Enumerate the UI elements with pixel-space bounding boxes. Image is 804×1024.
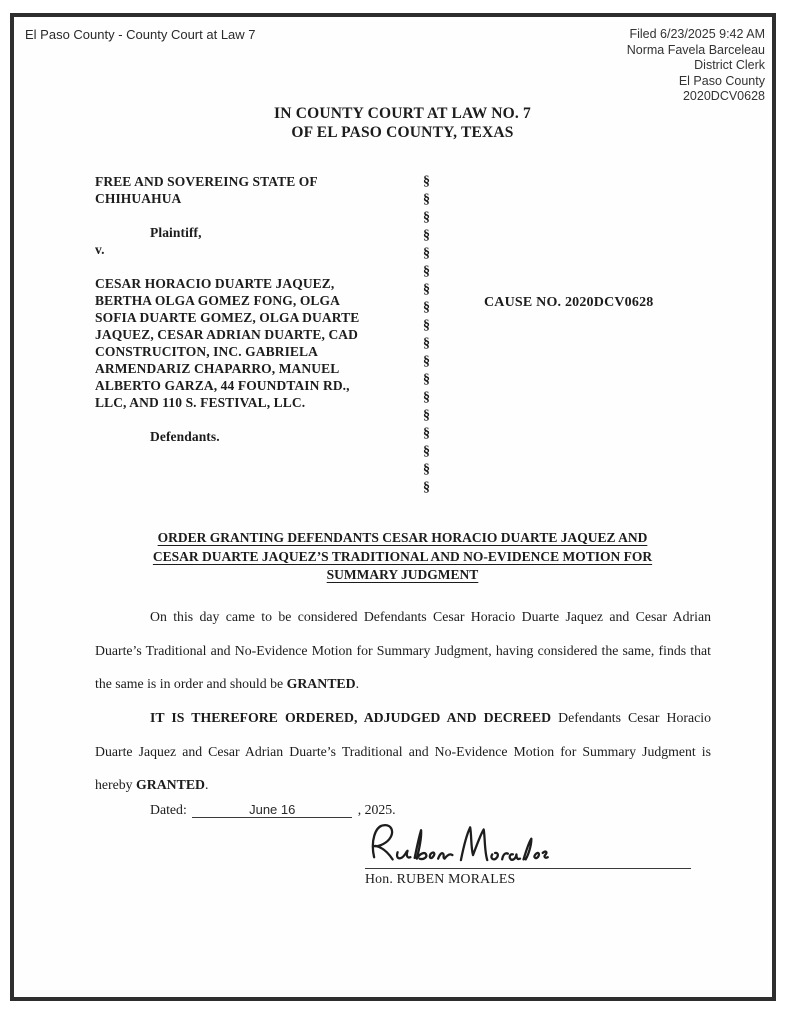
court-title-line2: OF EL PASO COUNTY, TEXAS	[291, 123, 514, 141]
spacer	[95, 258, 440, 275]
section-symbol: §	[423, 174, 430, 189]
section-symbol: §	[423, 426, 430, 441]
section-symbol: §	[423, 462, 430, 477]
defendant-name-line: LLC, AND 110 S. FESTIVAL, LLC.	[95, 395, 306, 410]
section-symbol: §	[423, 192, 430, 207]
document-page	[14, 17, 772, 997]
order-title-line1: ORDER GRANTING DEFENDANTS CESAR HORACIO DUARTE JAQUEZ AND	[157, 530, 648, 545]
defendant-name-line: SOFIA DUARTE GOMEZ, OLGA DUARTE	[95, 310, 360, 325]
order-title-line3: SUMMARY JUDGMENT	[326, 567, 479, 582]
section-symbol: §	[423, 354, 430, 369]
defendant-name-line: ALBERTO GARZA, 44 FOUNDTAIN RD.,	[95, 378, 350, 393]
section-symbol: §	[423, 318, 430, 333]
dated-value-blank: June 16	[192, 802, 352, 818]
filed-date-line: Filed 6/23/2025 9:42 AM	[629, 27, 765, 41]
section-symbol: §	[423, 210, 430, 225]
order-title	[95, 529, 710, 585]
order-text: On this day came to be considered Defendants Cesar Horacio Duarte Jaquez and Cesar Adrian Duarte’s Traditional and No-Evidence Motion for Summary Judgment, having considered the same, finds that the same is in order and should be	[95, 609, 711, 691]
defendant-name-line: JAQUEZ, CESAR ADRIAN DUARTE, CAD	[95, 327, 359, 342]
defendant-name-line: CESAR HORACIO DUARTE JAQUEZ,	[95, 276, 335, 291]
case-caption	[14, 173, 772, 513]
order-text: Defendants Cesar Horacio Duarte Jaquez and Cesar Adrian Duarte’s Traditional and No-Evidence Motion for Summary Judgment is hereby	[95, 710, 711, 792]
order-text-emphasis: GRANTED	[136, 777, 205, 792]
order-text: .	[355, 676, 360, 691]
order-text-emphasis: IT IS THEREFORE ORDERED, ADJUDGED AND DECREED	[150, 710, 552, 725]
court-title	[95, 105, 710, 142]
filed-stamp	[627, 27, 765, 105]
plaintiff-label: Plaintiff,	[150, 225, 202, 240]
dated-line	[150, 802, 396, 818]
court-name-header: El Paso County - County Court at Law 7	[25, 27, 256, 42]
spacer	[95, 411, 440, 428]
clerk-county: El Paso County	[678, 73, 765, 88]
defendant-name-line: CONSTRUCITON, INC. GABRIELA	[95, 344, 318, 359]
efile-header	[25, 27, 765, 105]
order-paragraph	[95, 701, 711, 802]
defendant-name-line: ARMENDARIZ CHAPARRO, MANUEL	[95, 361, 340, 376]
section-symbol: §	[423, 408, 430, 423]
parties-column	[95, 173, 440, 445]
order-text-emphasis: GRANTED	[286, 676, 356, 691]
section-symbol: §	[423, 282, 430, 297]
dated-label: Dated:	[150, 802, 187, 817]
order-paragraph	[95, 600, 711, 701]
document-page-border	[10, 13, 776, 1001]
section-symbol: §	[423, 264, 430, 279]
section-symbol-column	[423, 173, 430, 497]
clerk-title: District Clerk	[694, 58, 765, 72]
defendants-label: Defendants.	[150, 429, 220, 444]
judge-signature	[367, 814, 552, 872]
section-symbol: §	[423, 372, 430, 387]
dated-year: , 2025.	[357, 802, 396, 817]
plaintiff-name-line: CHIHUAHUA	[95, 191, 182, 206]
case-number-stamp: 2020DCV0628	[682, 89, 765, 103]
order-text: .	[205, 777, 209, 792]
judge-name: Hon. RUBEN MORALES	[365, 871, 516, 886]
section-symbol: §	[423, 300, 430, 315]
plaintiff-name-line: FREE AND SOVEREING STATE OF	[95, 174, 318, 189]
order-title-line2: CESAR DUARTE JAQUEZ’S TRADITIONAL AND NO-EVIDENCE MOTION FOR	[152, 548, 653, 564]
section-symbol: §	[423, 336, 430, 351]
section-symbol: §	[423, 228, 430, 243]
defendant-name-line: BERTHA OLGA GOMEZ FONG, OLGA	[95, 293, 340, 308]
clerk-name: Norma Favela Barceleau	[626, 42, 765, 57]
cause-number: CAUSE NO. 2020DCV0628	[484, 295, 654, 310]
section-symbol: §	[423, 444, 430, 459]
versus-label: v.	[95, 242, 105, 257]
section-symbol: §	[423, 480, 430, 495]
court-title-line1: IN COUNTY COURT AT LAW NO. 7	[274, 105, 531, 122]
section-symbol: §	[423, 246, 430, 261]
spacer	[95, 207, 440, 224]
section-symbol: §	[423, 390, 430, 405]
signature-block	[365, 814, 691, 887]
